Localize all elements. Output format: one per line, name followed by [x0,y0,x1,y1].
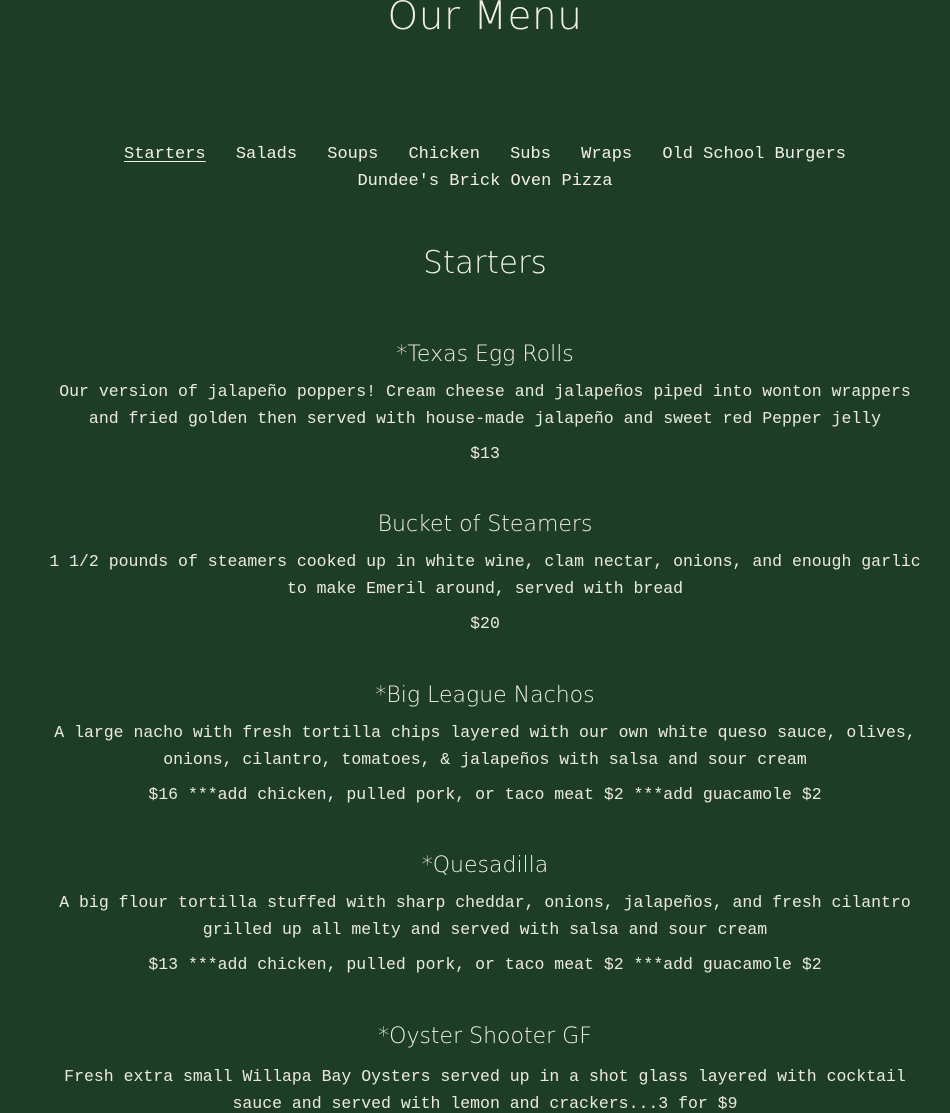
nav-link-salads[interactable]: Salads [235,145,298,164]
category-nav-row-1 [0,141,950,168]
menu-item-description: A big flour tortilla stuffed with sharp cheddar, onions, jalapeños, and fresh cilantro grilled up all melty and served with salsa and sour cream [59,893,911,939]
nav-link-brick-oven-pizza[interactable]: Dundee's Brick Oven Pizza [357,172,613,191]
menu-item [40,851,930,978]
menu-item-name: *Oyster Shooter GF [378,1024,592,1049]
menu-item-name: *Big League Nachos [375,683,595,708]
nav-link-wraps[interactable]: Wraps [581,145,633,164]
category-nav [0,141,950,195]
menu-item-price: $20 [470,614,500,633]
nav-link-soups[interactable]: Soups [327,145,379,164]
menu-item-description: 1 1/2 pounds of steamers cooked up in white wine, clam nectar, onions, and enough garlic to make Emeril around, served with bread [49,552,921,598]
menu-item-description: A large nacho with fresh tortilla chips layered with our own white queso sauce, olives, onions, cilantro, tomatoes, & jalapeños with salsa and sour cream [54,723,916,769]
nav-link-chicken[interactable]: Chicken [408,145,480,164]
menu-item [40,1022,930,1113]
menu-item [40,340,930,467]
nav-link-starters[interactable]: Starters [124,145,206,164]
menu-item-price: $13 ***add chicken, pulled pork, or taco meat $2 ***add guacamole $2 [148,955,822,974]
page-title: Our Menu [387,0,583,39]
menu-item-name: Bucket of Steamers [377,512,593,537]
category-nav-row-2 [0,168,950,195]
nav-link-old-school-burgers[interactable]: Old School Burgers [662,145,846,164]
menu-item [40,510,930,637]
menu-item-name: *Texas Egg Rolls [396,342,574,367]
menu-item-description: Fresh extra small Willapa Bay Oysters served up in a shot glass layered with cocktail sauce and served with lemon and crackers...3 for $9 [64,1067,906,1113]
menu-item-price: $16 ***add chicken, pulled pork, or taco meat $2 ***add guacamole $2 [148,785,822,804]
section-title: Starters [423,245,547,281]
menu-item-price: $13 [470,444,500,463]
menu-item [40,681,930,808]
menu-item-description: Our version of jalapeño poppers! Cream cheese and jalapeños piped into wonton wrappers and fried golden then served with house-made jalapeño and sweet red Pepper jelly [59,382,911,428]
nav-link-subs[interactable]: Subs [510,145,551,164]
menu-item-name: *Quesadilla [421,853,549,878]
